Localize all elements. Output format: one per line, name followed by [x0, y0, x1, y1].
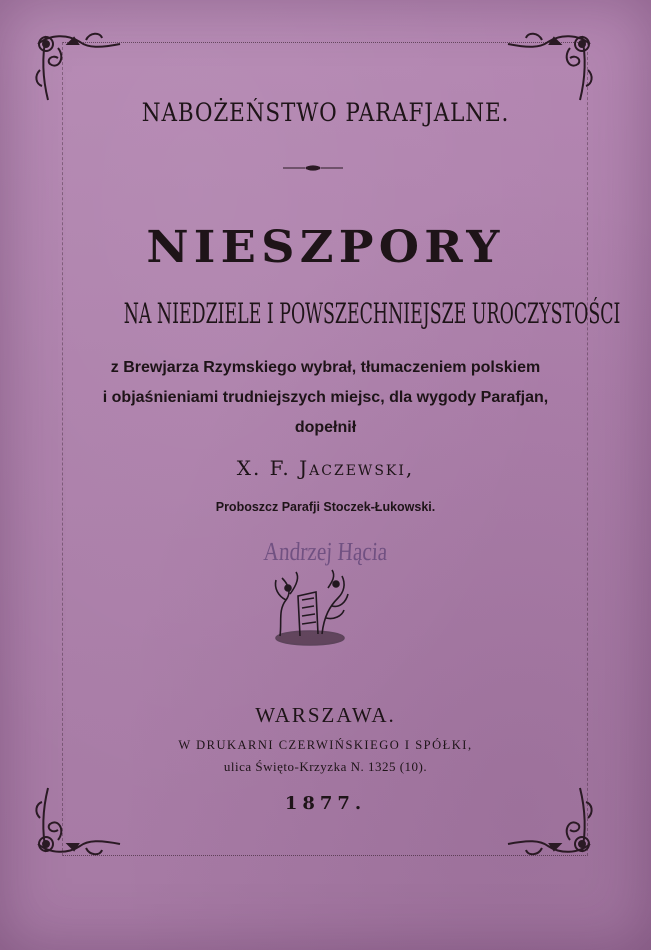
publication-city: WARSZAWA. [255, 703, 396, 727]
corner-flourish-icon [28, 26, 128, 106]
author-name: X. F. Jaczewski, [236, 456, 415, 480]
description-line: i objaśnieniami trudniejszych miejsc, dla wygody Parafjan, [102, 389, 549, 406]
publication-year: 1877. [284, 793, 367, 814]
main-title: NIESZPORY [146, 222, 505, 273]
description-line: dopełnił [294, 419, 357, 436]
description-line: z Brewjarza Rzymskiego wybrał, tłumaczeniem polskiem [110, 359, 541, 376]
ownership-stamp: Andrzej Hącia [262, 537, 389, 566]
author-role: Proboszcz Parafji Stoczek-Łukowski. [215, 500, 436, 514]
printer-vignette-icon [266, 566, 354, 648]
printer-name: W DRUKARNI CZERWIŃSKIEGO I SPÓŁKI, [178, 738, 473, 752]
series-title: NABOŻEŃSTWO PARAFJALNE. [141, 98, 510, 127]
title-ornament-icon [283, 160, 343, 170]
printer-address: ulica Święto-Krzyzka N. 1325 (10). [223, 759, 428, 774]
corner-flourish-icon [500, 26, 600, 106]
subtitle: NA NIEDZIELE I POWSZECHNIEJSZE UROCZYSTOŚCI [123, 297, 621, 330]
